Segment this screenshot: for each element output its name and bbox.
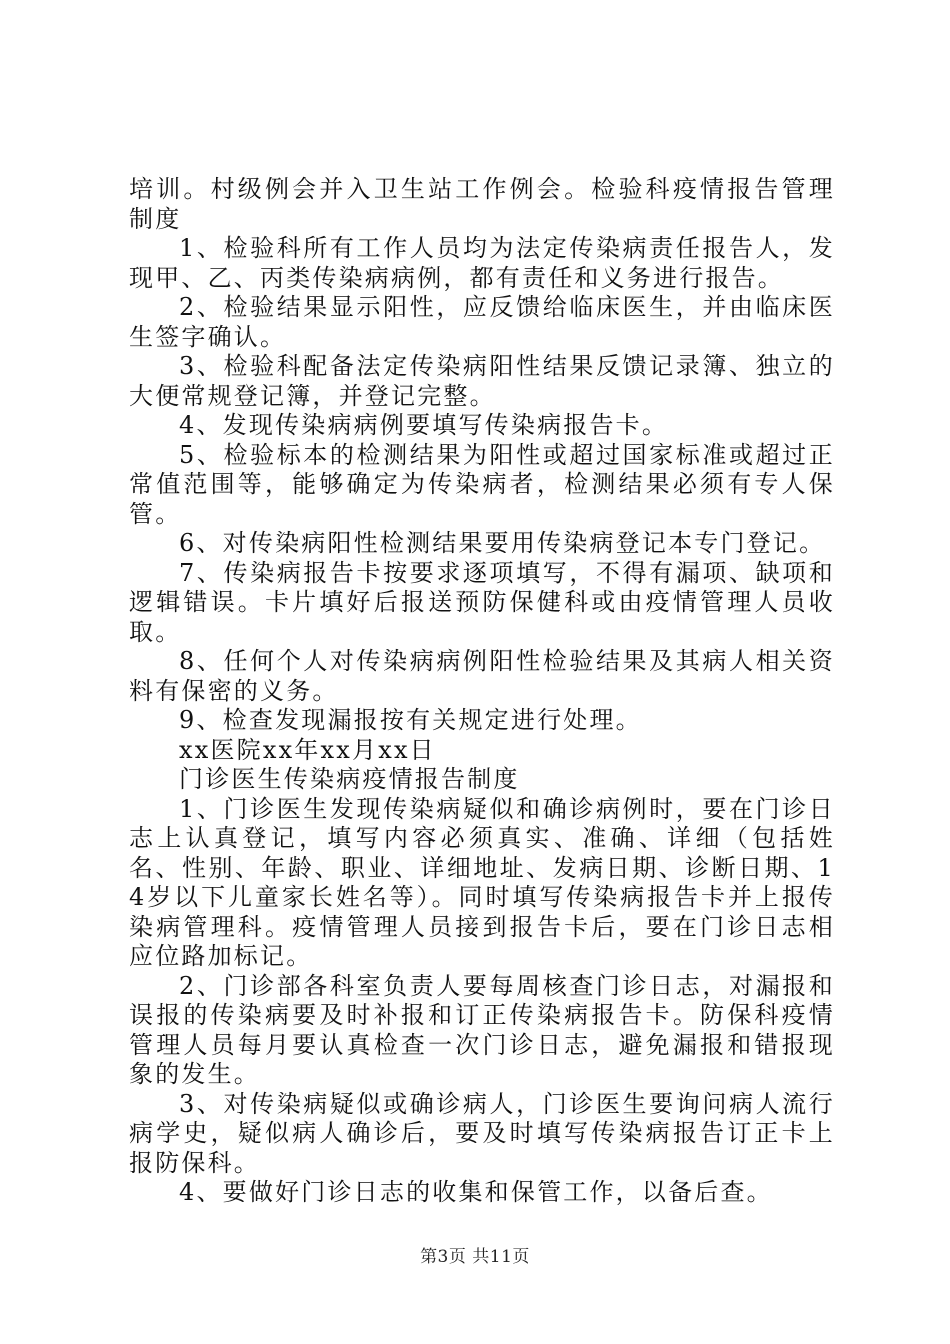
document-body <box>129 175 835 1208</box>
paragraph: 3、检验科配备法定传染病阳性结果反馈记录簿、独立的大便常规登记簿，并登记完整。 <box>129 352 835 410</box>
signature-date-line: xx医院xx年xx月xx日 <box>179 735 436 764</box>
paragraph: 9、检查发现漏报按有关规定进行处理。 <box>179 706 642 734</box>
paragraph: 2、检验结果显示阳性，应反馈给临床医生，并由临床医生签字确认。 <box>129 293 835 351</box>
paragraph: 3、对传染病疑似或确诊病人，门诊医生要询问病人流行病学史，疑似病人确诊后，要及时填写传染病报告订正卡上报防保科。 <box>129 1089 835 1177</box>
paragraph: 8、任何个人对传染病病例阳性检验结果及其病人相关资料有保密的义务。 <box>129 647 835 705</box>
paragraph: 5、检验标本的检测结果为阳性或超过国家标准或超过正常值范围等，能够确定为传染病者，检测结果必须有专人保管。 <box>129 440 835 528</box>
page-number-footer: 第3页 共11页 <box>420 1247 530 1267</box>
paragraph: 4、发现传染病病例要填写传染病报告卡。 <box>179 411 669 439</box>
paragraph: 培训。村级例会并入卫生站工作例会。检验科疫情报告管理制度 <box>129 175 835 233</box>
paragraph: 6、对传染病阳性检测结果要用传染病登记本专门登记。 <box>179 529 826 557</box>
section-title: 门诊医生传染病疫情报告制度 <box>179 765 520 793</box>
paragraph: 2、门诊部各科室负责人要每周核查门诊日志，对漏报和误报的传染病要及时补报和订正传染病报告卡。防保科疫情管理人员每月要认真检查一次门诊日志，避免漏报和错报现象的发生。 <box>129 971 835 1088</box>
paragraph: 7、传染病报告卡按要求逐项填写，不得有漏项、缺项和逻辑错误。卡片填好后报送预防保健科或由疫情管理人员收取。 <box>129 558 835 646</box>
paragraph: 1、检验科所有工作人员均为法定传染病责任报告人，发现甲、乙、丙类传染病病例，都有责任和义务进行报告。 <box>129 234 835 292</box>
paragraph: 1、门诊医生发现传染病疑似和确诊病例时，要在门诊日志上认真登记，填写内容必须真实、准确、详细（包括姓名、性别、年龄、职业、详细地址、发病日期、诊断日期、14岁以下儿童家长姓名等）。同时填写传染病报告卡并上报传染病管理科。疫情管理人员接到报告卡后，要在门诊日志相应位路加标记。 <box>129 794 835 970</box>
paragraph: 4、要做好门诊日志的收集和保管工作，以备后查。 <box>179 1178 773 1206</box>
